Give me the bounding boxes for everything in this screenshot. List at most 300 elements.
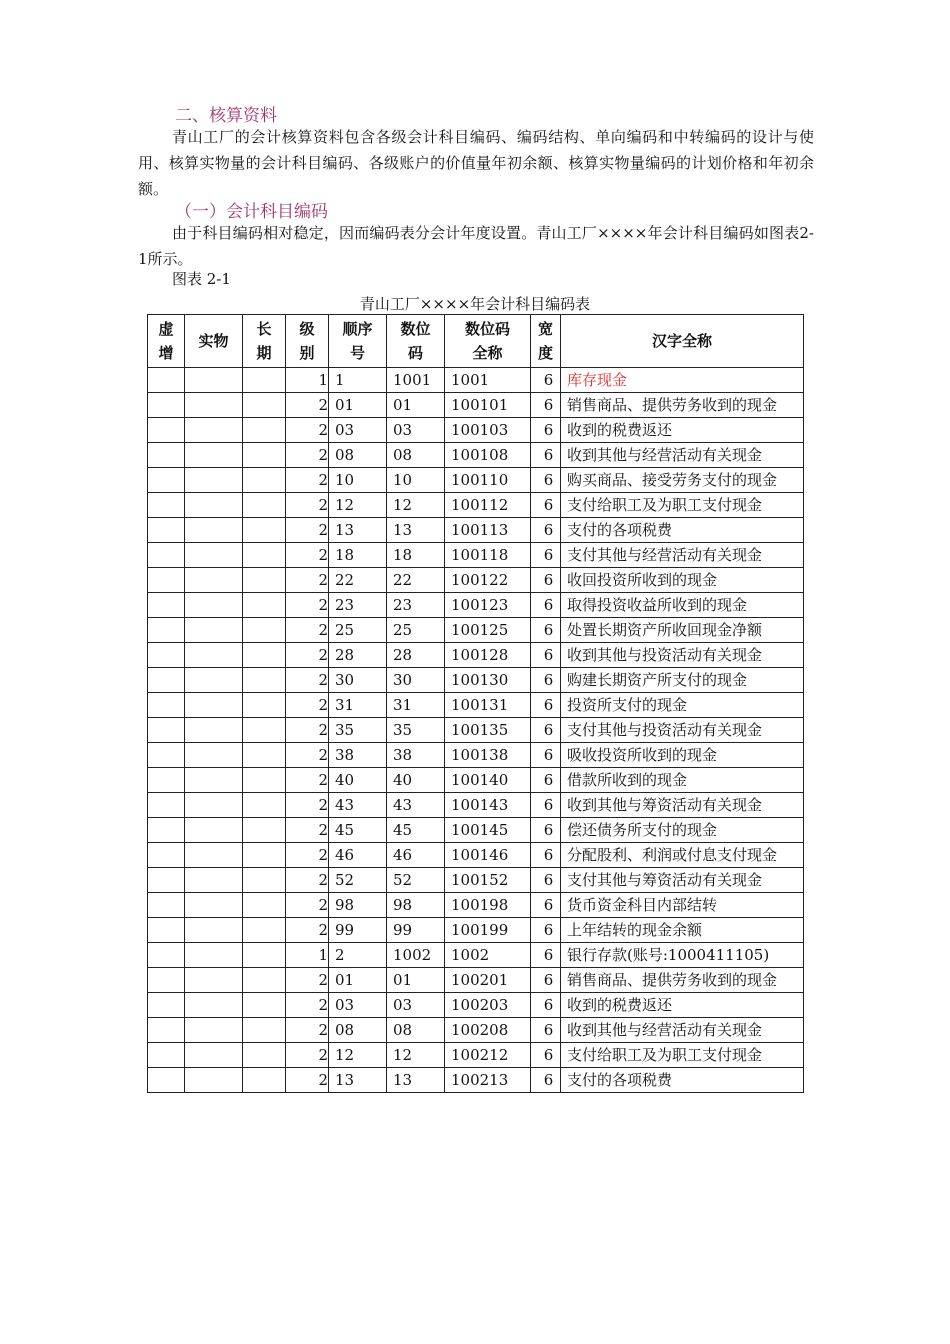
table-row (148, 793, 804, 818)
subsection-paragraph: 由于科目编码相对稳定，因而编码表分会计年度设置。青山工厂××××年会计科目编码如图表2-1所示。 (138, 224, 814, 268)
cell-code: 45 (387, 818, 445, 843)
cell-code: 25 (387, 618, 445, 643)
cell-seq: 98 (329, 893, 387, 918)
cell-seq: 01 (329, 968, 387, 993)
cell-shiwu (185, 1068, 243, 1093)
cell-changqi (243, 668, 286, 693)
cell-xuzeng (148, 418, 185, 443)
figure-label: 图表 2-1 (172, 270, 231, 288)
cell-changqi (243, 418, 286, 443)
cell-changqi (243, 1043, 286, 1068)
cell-code: 08 (387, 1018, 445, 1043)
table-row (148, 568, 804, 593)
cell-xuzeng (148, 443, 185, 468)
cell-changqi (243, 968, 286, 993)
cell-full-code: 100112 (445, 493, 531, 518)
cell-shiwu (185, 493, 243, 518)
cell-changqi (243, 543, 286, 568)
cell-shiwu (185, 518, 243, 543)
cell-level: 2 (286, 843, 329, 868)
cell-code: 38 (387, 743, 445, 768)
cell-name: 处置长期资产所收回现金净额 (561, 618, 804, 643)
cell-level: 2 (286, 568, 329, 593)
column-header-shuweima-quancheng: 数位码 全称 (445, 315, 531, 368)
cell-xuzeng (148, 543, 185, 568)
cell-seq: 28 (329, 643, 387, 668)
cell-shiwu (185, 793, 243, 818)
cell-changqi (243, 918, 286, 943)
cell-seq: 1 (329, 368, 387, 393)
cell-width: 6 (531, 868, 561, 893)
cell-seq: 13 (329, 1068, 387, 1093)
cell-xuzeng (148, 568, 185, 593)
cell-changqi (243, 568, 286, 593)
cell-name: 支付给职工及为职工支付现金 (561, 493, 804, 518)
table-row (148, 368, 804, 393)
cell-width: 6 (531, 793, 561, 818)
cell-shiwu (185, 368, 243, 393)
cell-full-code: 100208 (445, 1018, 531, 1043)
cell-level: 1 (286, 368, 329, 393)
cell-name: 支付其他与筹资活动有关现金 (561, 868, 804, 893)
cell-name: 支付其他与经营活动有关现金 (561, 543, 804, 568)
cell-level: 2 (286, 543, 329, 568)
cell-width: 6 (531, 918, 561, 943)
cell-code: 99 (387, 918, 445, 943)
cell-name: 购建长期资产所支付的现金 (561, 668, 804, 693)
cell-code: 30 (387, 668, 445, 693)
cell-code: 01 (387, 968, 445, 993)
cell-changqi (243, 843, 286, 868)
cell-changqi (243, 718, 286, 743)
cell-level: 2 (286, 468, 329, 493)
cell-code: 22 (387, 568, 445, 593)
cell-width: 6 (531, 418, 561, 443)
section-heading: 二、核算资料 (175, 106, 277, 126)
cell-shiwu (185, 443, 243, 468)
cell-name: 支付的各项税费 (561, 518, 804, 543)
cell-name: 库存现金 (561, 368, 804, 393)
cell-changqi (243, 943, 286, 968)
cell-name: 吸收投资所收到的现金 (561, 743, 804, 768)
cell-shiwu (185, 668, 243, 693)
cell-seq: 13 (329, 518, 387, 543)
column-header-shiwu: 实物 (185, 315, 243, 368)
cell-width: 6 (531, 968, 561, 993)
cell-width: 6 (531, 618, 561, 643)
table-header-row (148, 315, 804, 368)
cell-xuzeng (148, 993, 185, 1018)
cell-seq: 03 (329, 993, 387, 1018)
cell-name: 收回投资所收到的现金 (561, 568, 804, 593)
cell-full-code: 100198 (445, 893, 531, 918)
cell-full-code: 1002 (445, 943, 531, 968)
cell-shiwu (185, 593, 243, 618)
cell-shiwu (185, 468, 243, 493)
table-row (148, 643, 804, 668)
cell-xuzeng (148, 618, 185, 643)
cell-xuzeng (148, 593, 185, 618)
table-row (148, 1018, 804, 1043)
cell-shiwu (185, 1018, 243, 1043)
table-caption: 青山工厂××××年会计科目编码表 (359, 295, 591, 313)
cell-level: 2 (286, 393, 329, 418)
table-row (148, 768, 804, 793)
cell-code: 1002 (387, 943, 445, 968)
table-row (148, 418, 804, 443)
cell-shiwu (185, 543, 243, 568)
cell-shiwu (185, 1043, 243, 1068)
cell-width: 6 (531, 568, 561, 593)
cell-seq: 52 (329, 868, 387, 893)
cell-changqi (243, 643, 286, 668)
cell-xuzeng (148, 943, 185, 968)
cell-xuzeng (148, 843, 185, 868)
cell-width: 6 (531, 668, 561, 693)
cell-level: 2 (286, 743, 329, 768)
cell-changqi (243, 693, 286, 718)
cell-shiwu (185, 743, 243, 768)
cell-shiwu (185, 818, 243, 843)
cell-level: 2 (286, 618, 329, 643)
cell-code: 43 (387, 793, 445, 818)
cell-name: 收到其他与经营活动有关现金 (561, 1018, 804, 1043)
cell-full-code: 100213 (445, 1068, 531, 1093)
cell-code: 52 (387, 868, 445, 893)
cell-full-code: 100145 (445, 818, 531, 843)
table-row (148, 593, 804, 618)
cell-changqi (243, 868, 286, 893)
cell-level: 1 (286, 943, 329, 968)
cell-name: 投资所支付的现金 (561, 693, 804, 718)
cell-changqi (243, 993, 286, 1018)
cell-code: 03 (387, 418, 445, 443)
cell-seq: 25 (329, 618, 387, 643)
cell-changqi (243, 393, 286, 418)
cell-shiwu (185, 693, 243, 718)
cell-shiwu (185, 993, 243, 1018)
cell-level: 2 (286, 718, 329, 743)
cell-changqi (243, 518, 286, 543)
cell-changqi (243, 493, 286, 518)
cell-xuzeng (148, 818, 185, 843)
column-header-hanzi-quancheng: 汉字全称 (561, 315, 804, 368)
cell-code: 35 (387, 718, 445, 743)
cell-xuzeng (148, 968, 185, 993)
cell-code: 12 (387, 493, 445, 518)
cell-level: 2 (286, 418, 329, 443)
intro-paragraph: 青山工厂的会计核算资料包含各级会计科目编码、编码结构、单向编码和中转编码的设计与使用、核算实物量的会计科目编码、各级账户的价值量年初余额、核算实物量编码的计划价格和年初余额。 (138, 128, 814, 198)
cell-full-code: 100101 (445, 393, 531, 418)
subsection-heading: （一）会计科目编码 (175, 202, 328, 222)
cell-full-code: 100125 (445, 618, 531, 643)
column-header-shuweima: 数位 码 (387, 315, 445, 368)
cell-full-code: 100108 (445, 443, 531, 468)
cell-code: 40 (387, 768, 445, 793)
cell-full-code: 100146 (445, 843, 531, 868)
cell-seq: 31 (329, 693, 387, 718)
cell-level: 2 (286, 1043, 329, 1068)
cell-seq: 46 (329, 843, 387, 868)
cell-name: 上年结转的现金余额 (561, 918, 804, 943)
cell-level: 2 (286, 893, 329, 918)
table-row (148, 518, 804, 543)
cell-changqi (243, 593, 286, 618)
cell-code: 28 (387, 643, 445, 668)
cell-level: 2 (286, 668, 329, 693)
cell-width: 6 (531, 468, 561, 493)
cell-level: 2 (286, 1018, 329, 1043)
cell-name: 偿还债务所支付的现金 (561, 818, 804, 843)
cell-full-code: 1001 (445, 368, 531, 393)
cell-code: 31 (387, 693, 445, 718)
table-row (148, 993, 804, 1018)
cell-changqi (243, 443, 286, 468)
cell-width: 6 (531, 368, 561, 393)
table-row (148, 468, 804, 493)
cell-code: 23 (387, 593, 445, 618)
cell-seq: 03 (329, 418, 387, 443)
cell-full-code: 100152 (445, 868, 531, 893)
cell-shiwu (185, 768, 243, 793)
table-row (148, 968, 804, 993)
cell-full-code: 100103 (445, 418, 531, 443)
cell-width: 6 (531, 543, 561, 568)
cell-full-code: 100201 (445, 968, 531, 993)
cell-seq: 23 (329, 593, 387, 618)
cell-width: 6 (531, 693, 561, 718)
cell-code: 98 (387, 893, 445, 918)
cell-full-code: 100123 (445, 593, 531, 618)
table-row (148, 618, 804, 643)
cell-level: 2 (286, 993, 329, 1018)
column-header-jibie: 级 别 (286, 315, 329, 368)
cell-level: 2 (286, 693, 329, 718)
cell-seq: 38 (329, 743, 387, 768)
cell-code: 10 (387, 468, 445, 493)
account-code-table (147, 314, 804, 1093)
cell-width: 6 (531, 943, 561, 968)
cell-level: 2 (286, 768, 329, 793)
cell-name: 银行存款(账号:1000411105) (561, 943, 804, 968)
cell-seq: 40 (329, 768, 387, 793)
cell-width: 6 (531, 818, 561, 843)
cell-seq: 35 (329, 718, 387, 743)
table-row (148, 743, 804, 768)
cell-width: 6 (531, 893, 561, 918)
cell-name: 借款所收到的现金 (561, 768, 804, 793)
cell-seq: 45 (329, 818, 387, 843)
cell-xuzeng (148, 1043, 185, 1068)
cell-width: 6 (531, 643, 561, 668)
column-header-kuandu: 宽 度 (531, 315, 561, 368)
cell-shiwu (185, 843, 243, 868)
cell-changqi (243, 818, 286, 843)
cell-name: 收到的税费返还 (561, 418, 804, 443)
cell-name: 销售商品、提供劳务收到的现金 (561, 393, 804, 418)
cell-width: 6 (531, 1018, 561, 1043)
cell-xuzeng (148, 793, 185, 818)
table-row (148, 893, 804, 918)
cell-xuzeng (148, 693, 185, 718)
cell-xuzeng (148, 743, 185, 768)
cell-level: 2 (286, 443, 329, 468)
cell-seq: 08 (329, 1018, 387, 1043)
cell-shiwu (185, 393, 243, 418)
cell-shiwu (185, 918, 243, 943)
cell-shiwu (185, 568, 243, 593)
cell-seq: 12 (329, 1043, 387, 1068)
cell-width: 6 (531, 393, 561, 418)
cell-seq: 43 (329, 793, 387, 818)
cell-name: 货币资金科目内部结转 (561, 893, 804, 918)
cell-code: 01 (387, 393, 445, 418)
table-row (148, 493, 804, 518)
cell-changqi (243, 893, 286, 918)
cell-changqi (243, 793, 286, 818)
cell-changqi (243, 1068, 286, 1093)
table-row (148, 1068, 804, 1093)
cell-width: 6 (531, 768, 561, 793)
cell-name: 销售商品、提供劳务收到的现金 (561, 968, 804, 993)
cell-name: 支付给职工及为职工支付现金 (561, 1043, 804, 1068)
cell-shiwu (185, 718, 243, 743)
cell-seq: 10 (329, 468, 387, 493)
cell-level: 2 (286, 1068, 329, 1093)
cell-name: 支付的各项税费 (561, 1068, 804, 1093)
table-row (148, 868, 804, 893)
cell-level: 2 (286, 593, 329, 618)
cell-changqi (243, 468, 286, 493)
cell-code: 13 (387, 518, 445, 543)
cell-code: 1001 (387, 368, 445, 393)
cell-level: 2 (286, 793, 329, 818)
cell-xuzeng (148, 643, 185, 668)
cell-changqi (243, 618, 286, 643)
cell-shiwu (185, 418, 243, 443)
cell-full-code: 100143 (445, 793, 531, 818)
cell-shiwu (185, 893, 243, 918)
cell-xuzeng (148, 368, 185, 393)
cell-shiwu (185, 643, 243, 668)
cell-level: 2 (286, 818, 329, 843)
cell-name: 分配股利、利润或付息支付现金 (561, 843, 804, 868)
cell-width: 6 (531, 443, 561, 468)
cell-name: 购买商品、接受劳务支付的现金 (561, 468, 804, 493)
cell-full-code: 100135 (445, 718, 531, 743)
cell-name: 取得投资收益所收到的现金 (561, 593, 804, 618)
cell-changqi (243, 1018, 286, 1043)
cell-full-code: 100128 (445, 643, 531, 668)
cell-full-code: 100212 (445, 1043, 531, 1068)
cell-seq: 01 (329, 393, 387, 418)
cell-changqi (243, 368, 286, 393)
cell-name: 收到其他与筹资活动有关现金 (561, 793, 804, 818)
cell-name: 收到其他与投资活动有关现金 (561, 643, 804, 668)
cell-seq: 2 (329, 943, 387, 968)
cell-xuzeng (148, 718, 185, 743)
cell-width: 6 (531, 718, 561, 743)
cell-seq: 08 (329, 443, 387, 468)
table-row (148, 668, 804, 693)
cell-name: 收到的税费返还 (561, 993, 804, 1018)
cell-xuzeng (148, 893, 185, 918)
cell-full-code: 100138 (445, 743, 531, 768)
cell-shiwu (185, 868, 243, 893)
cell-full-code: 100122 (445, 568, 531, 593)
cell-full-code: 100140 (445, 768, 531, 793)
cell-code: 08 (387, 443, 445, 468)
cell-xuzeng (148, 768, 185, 793)
cell-xuzeng (148, 668, 185, 693)
table-row (148, 393, 804, 418)
cell-full-code: 100203 (445, 993, 531, 1018)
cell-level: 2 (286, 868, 329, 893)
cell-level: 2 (286, 518, 329, 543)
column-header-changqi: 长 期 (243, 315, 286, 368)
cell-xuzeng (148, 868, 185, 893)
table-row (148, 818, 804, 843)
cell-full-code: 100118 (445, 543, 531, 568)
table-row (148, 843, 804, 868)
cell-xuzeng (148, 1018, 185, 1043)
cell-seq: 99 (329, 918, 387, 943)
cell-xuzeng (148, 518, 185, 543)
cell-name: 支付其他与投资活动有关现金 (561, 718, 804, 743)
cell-name: 收到其他与经营活动有关现金 (561, 443, 804, 468)
table-body (148, 368, 804, 1093)
cell-code: 12 (387, 1043, 445, 1068)
cell-shiwu (185, 618, 243, 643)
cell-width: 6 (531, 1043, 561, 1068)
cell-width: 6 (531, 843, 561, 868)
table-row (148, 443, 804, 468)
cell-full-code: 100110 (445, 468, 531, 493)
cell-xuzeng (148, 493, 185, 518)
column-header-shunxuhao: 顺序 号 (329, 315, 387, 368)
cell-shiwu (185, 943, 243, 968)
cell-seq: 30 (329, 668, 387, 693)
cell-code: 13 (387, 1068, 445, 1093)
cell-seq: 12 (329, 493, 387, 518)
cell-seq: 22 (329, 568, 387, 593)
cell-level: 2 (286, 493, 329, 518)
cell-width: 6 (531, 518, 561, 543)
cell-full-code: 100131 (445, 693, 531, 718)
cell-changqi (243, 768, 286, 793)
cell-xuzeng (148, 1068, 185, 1093)
cell-width: 6 (531, 493, 561, 518)
cell-code: 46 (387, 843, 445, 868)
cell-level: 2 (286, 918, 329, 943)
cell-level: 2 (286, 643, 329, 668)
cell-code: 18 (387, 543, 445, 568)
table-row (148, 718, 804, 743)
cell-width: 6 (531, 1068, 561, 1093)
cell-full-code: 100199 (445, 918, 531, 943)
table-row (148, 543, 804, 568)
cell-seq: 18 (329, 543, 387, 568)
cell-width: 6 (531, 593, 561, 618)
table-row (148, 1043, 804, 1068)
cell-full-code: 100130 (445, 668, 531, 693)
table-row (148, 943, 804, 968)
cell-level: 2 (286, 968, 329, 993)
cell-width: 6 (531, 993, 561, 1018)
cell-xuzeng (148, 468, 185, 493)
table-row (148, 693, 804, 718)
cell-changqi (243, 743, 286, 768)
